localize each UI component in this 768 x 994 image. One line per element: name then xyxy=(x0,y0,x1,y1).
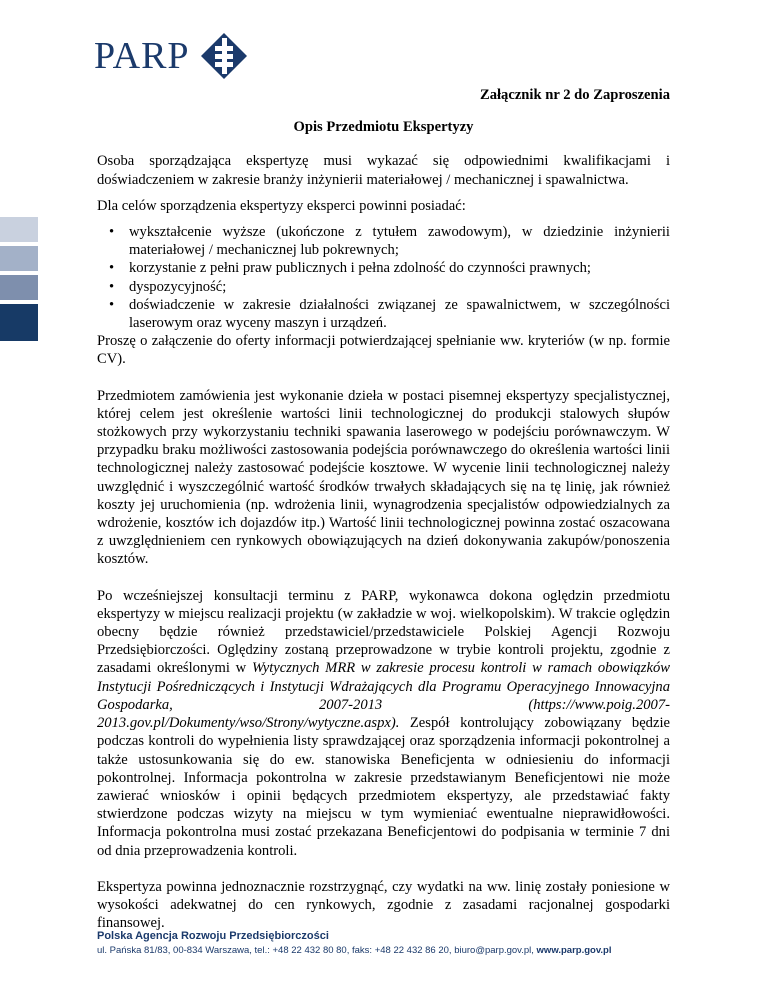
paragraph-cv-request: Proszę o załączenie do oferty informacji potwierdzającej spełnianie ww. kryteriów (w np. formie CV). xyxy=(97,333,670,368)
footer-address-text: ul. Pańska 81/83, 00-834 Warszawa, tel.: +48 22 432 80 80, faks: +48 22 432 86 20, biuro@parp.gov.pl, xyxy=(97,945,537,956)
attachment-label: Załącznik nr 2 do Zaproszenia xyxy=(479,87,670,103)
side-decoration xyxy=(0,217,38,345)
parp-logo-mark-icon xyxy=(200,32,248,80)
decor-square xyxy=(0,246,38,271)
paragraph-inspection xyxy=(97,587,670,860)
inspection-text-end: Zespół kontrolujący zobowiązany będzie podczas kontroli do wypełnienia listy sprawdzającej oraz sporządzenia informacji pokontrolnej a także ustosunkowania się do ew. stanowiska Beneficjenta w odniesieniu do informacji pokontrolnej. Informacja pokontrolna w zakresie przedstawianym Beneficjentowi nie może zawierać wniosków i opinii będących przedmiotem ekspertyzy, ale przedstawiać fakty stwierdzone podczas wizyty na miejscu w tym wymieniać ewentualne nieprawidłowości. Informacja pokontrolna musi zostać przekazana Beneficjentowi do podpisania w terminie 7 dni od dnia przeprowadzenia kontroli. xyxy=(97,715,670,859)
decor-square xyxy=(0,217,38,242)
footer xyxy=(97,930,612,956)
decor-square xyxy=(0,304,38,341)
footer-website-link[interactable]: www.parp.gov.pl xyxy=(536,945,612,956)
list-item: • wykształcenie wyższe (ukończone z tytułem zawodowym), w dziedzinie inżynierii materiałowej / mechanicznej lub pokrewnych; xyxy=(129,223,670,259)
paragraph-conclusion: Ekspertyza powinna jednoznacznie rozstrzygnąć, czy wydatki na ww. linię zostały poniesione w wysokości adekwatnej do cen rynkowych, zgodnie z zasadami racjonalnej gospodarki finansowej. xyxy=(97,878,670,932)
parp-logo xyxy=(94,32,248,80)
logo-text: PARP xyxy=(94,35,190,77)
requirements-list xyxy=(97,223,670,332)
guidelines-reference: Wytycznych MRR w zakresie procesu kontroli w ramach obowiązków Instytucji Pośredniczących i Instytucji Wdrażających dla Programu Operacyjnego Innowacyjna Gospodarka, 2007-2013 (https://www.poig.2007-2013.gov.pl/Dokumenty/wso/Strony/wytyczne.aspx). xyxy=(97,660,670,732)
footer-organization: Polska Agencja Rozwoju Przedsiębiorczości xyxy=(97,930,329,942)
paragraph-subject: Przedmiotem zamówienia jest wykonanie dzieła w postaci pisemnej ekspertyzy specjalistycznej, której celem jest określenie wartości linii technologicznej do produkcji stalowych słupów stożkowych przy wykorzystaniu techniki spawania laserowego w podejściu porównawczym. W przypadku braku możliwości zastosowania podejścia porównawczego do określenia wartości linii technologicznej należy zastosować podejście kosztowe. W wycenie linii technologicznej należy uwzględnić i wyszczególnić wartość środków trwałych składających się na tę linię, jak również koszty jej uruchomienia (np. wdrożenia linii, wynagrodzenia specjalistów odpowiedzialnych za wdrożenie, kosztów ich dojazdów itp.) Wartość linii technologicznej powinna zostać oszacowana z uwzględnieniem cen rynkowych obowiązujących na dzień dokonywania zakupów/ponoszenia kosztów. xyxy=(97,387,670,568)
inspection-text-start: Po wcześniejszej konsultacji terminu z PARP, wykonawca dokona oględzin przedmiotu ekspertyzy w miejscu realizacji projektu (w zakładzie w woj. wielkopolskim). W trakcie oględzin obecny będzie również przedstawiciel/przedstawiciele Polskiej Agencji Rozwoju Przedsiębiorczości. Oględziny zostaną przeprowadzone w trybie kontroli projektu, zgodnie z zasadami określonymi w xyxy=(97,587,670,677)
paragraph-requirements-intro: Dla celów sporządzenia ekspertyzy eksperci powinni posiadać: xyxy=(97,197,466,214)
list-item: • doświadczenie w zakresie działalności związanej ze spawalnictwem, w szczególności laserowym oraz wyceny maszyn i urządzeń. xyxy=(129,296,670,332)
document-title: Opis Przedmiotu Ekspertyzy xyxy=(293,119,474,136)
list-item: • korzystanie z pełni praw publicznych i pełna zdolność do czynności prawnych; xyxy=(129,259,670,277)
list-item: • dyspozycyjność; xyxy=(129,278,670,296)
decor-square xyxy=(0,275,38,300)
document-body xyxy=(97,86,670,932)
paragraph-qualifications: Osoba sporządzająca ekspertyzę musi wykazać się odpowiednimi kwalifikacjami i doświadczeniem w zakresie branży inżynierii materiałowej / mechanicznej i spawalnictwa. xyxy=(97,153,670,188)
footer-address xyxy=(97,945,612,956)
